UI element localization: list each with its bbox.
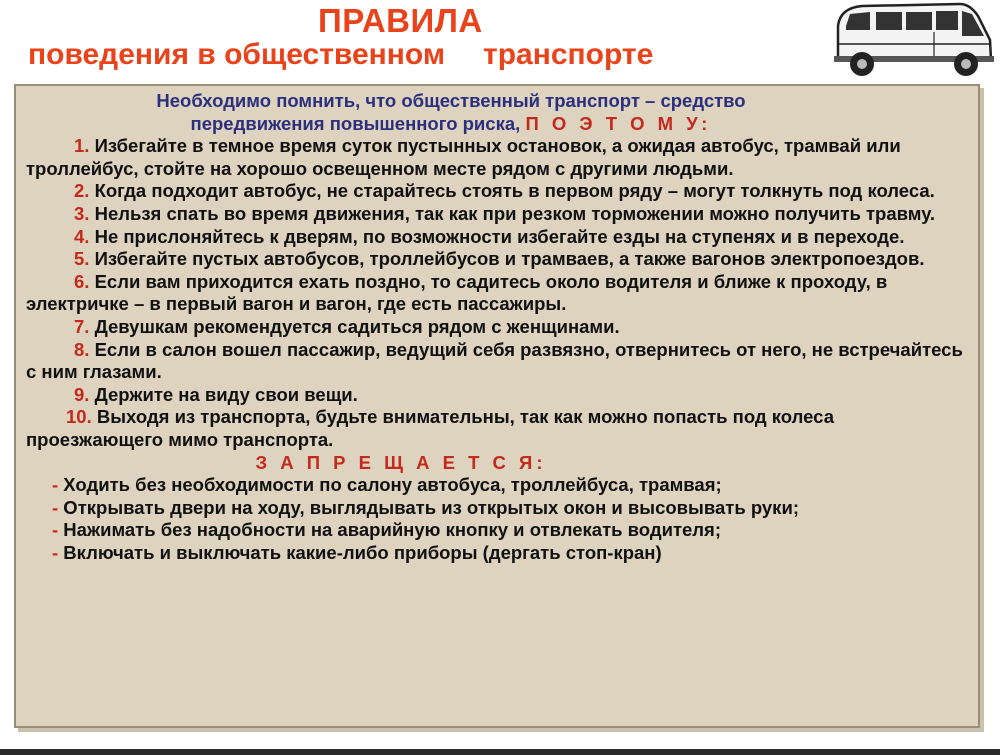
rule-item — [26, 180, 966, 203]
rule-item — [26, 406, 966, 451]
prohibition-dash: - — [52, 541, 59, 563]
rule-item — [26, 226, 966, 249]
bottom-bar — [0, 749, 1000, 755]
rule-number: 7. — [74, 315, 90, 337]
prohibition-dash: - — [52, 474, 59, 496]
title-line-2-part-b: транспорте — [483, 38, 654, 71]
intro-emphasis: П О Э Т О М У: — [525, 112, 712, 134]
rule-number: 2. — [74, 180, 90, 202]
rule-text: Держите на виду свои вещи. — [89, 383, 358, 405]
rule-item — [26, 135, 966, 180]
rule-item — [26, 384, 966, 407]
rule-text: Выходя из транспорта, будьте внимательны, так как можно попасть под колеса проезжающего мимо транспорта. — [26, 406, 834, 450]
prohibition-dash: - — [52, 519, 59, 541]
prohibition-item — [26, 474, 966, 497]
rule-item — [26, 339, 966, 384]
rule-number: 10. — [66, 406, 92, 428]
rule-number: 1. — [74, 135, 90, 157]
forbidden-heading: З А П Р Е Щ А Е Т С Я: — [255, 451, 547, 473]
rule-item — [26, 248, 966, 271]
rule-item — [26, 316, 966, 339]
rule-text: Девушкам рекомендуется садиться рядом с женщинами. — [89, 315, 620, 337]
intro-line-1: Необходимо помнить, что общественный транспорт – средство — [156, 90, 746, 111]
rule-text: Не прислоняйтесь к дверям, по возможности избегайте езды на ступенях и в переходе. — [89, 225, 905, 247]
rule-text: Нельзя спать во время движения, так как при резком торможении можно получить травму. — [89, 202, 935, 224]
prohibition-text: Ходить без необходимости по салону автобуса, троллейбуса, трамвая; — [58, 474, 722, 496]
prohibition-item — [26, 497, 966, 520]
rule-text: Если в салон вошел пассажир, ведущий себя развязно, отвернитесь от него, не встречайтесь с ним глазами. — [26, 338, 963, 383]
rule-number: 5. — [74, 248, 90, 270]
rule-number: 9. — [74, 383, 90, 405]
rule-item — [26, 203, 966, 226]
rule-text: Если вам приходится ехать поздно, то садитесь около водителя и ближе к проходу, в электричке – в первый вагон и вагон, где есть пассажиры. — [26, 270, 888, 315]
prohibition-text: Открывать двери на ходу, выглядывать из открытых окон и высовывать руки; — [58, 496, 799, 518]
rule-text: Когда подходит автобус, не старайтесь стоять в первом ряду – могут толкнуть под колеса. — [89, 180, 935, 202]
rule-number: 8. — [74, 338, 90, 360]
title-line-1: ПРАВИЛА — [318, 2, 483, 39]
title-line-2 — [28, 38, 653, 72]
rule-text: Избегайте в темное время суток пустынных остановок, а ожидая автобус, трамвай или троллейбус, стойте на хорошо освещенном месте рядом с другими людьми. — [26, 135, 901, 179]
rule-number: 3. — [74, 202, 90, 224]
rule-item — [26, 271, 966, 316]
intro-line-2 — [0, 113, 966, 136]
prohibition-text: Включать и выключать какие-либо приборы (дергать стоп-кран) — [58, 541, 662, 563]
title-line-2-part-a: поведения в общественном — [28, 38, 446, 71]
intro-line-2-text: передвижения повышенного риска, — [190, 112, 521, 134]
rules-text — [26, 90, 966, 564]
prohibition-item — [26, 519, 966, 542]
prohibition-item — [26, 542, 966, 565]
rule-number: 4. — [74, 225, 90, 247]
minibus-icon — [828, 0, 996, 80]
prohibition-dash: - — [52, 496, 59, 518]
prohibition-text: Нажимать без надобности на аварийную кнопку и отвлекать водителя; — [58, 519, 722, 541]
rule-number: 6. — [74, 270, 90, 292]
rule-text: Избегайте пустых автобусов, троллейбусов и трамваев, а также вагонов электропоездов. — [89, 248, 925, 270]
